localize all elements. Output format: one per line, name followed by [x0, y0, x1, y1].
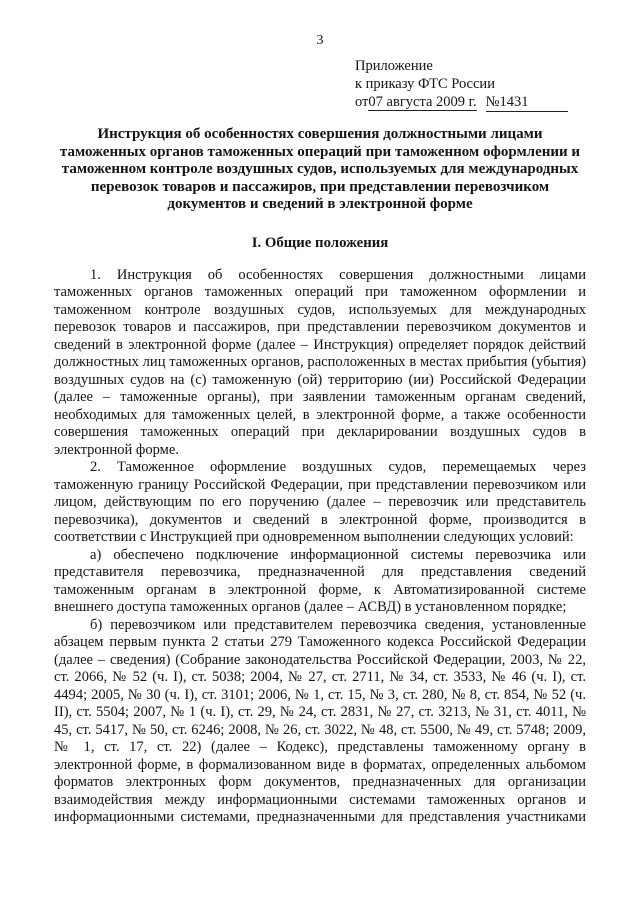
paragraph-2b: б) перевозчиком или представителем перевозчика сведения, установленные абзацем первым пункта 2 статьи 279 Таможенного кодекса Российской Федерации (далее – сведения) (Собрание законодательства Российской Федерации, 2003, № 22, ст. 2066, № 52 (ч. I), ст. 5038; 2004, № 27, ст. 2711, № 34, ст. 3533, № 46 (ч. I), ст. 4494; 2005, № 30 (ч. I), ст. 3101; 2006, № 1, ст. 15, № 3, ст. 280, № 8, ст. 854, № 52 (ч. II), ст. 5504; 2007, № 1 (ч. I), ст. 29, № 24, ст. 2831, № 27, ст. 3213, № 31, ст. 4011, № 45, ст. 5417, № 50, ст. 6246; 2008, № 26, ст. 3022, № 48, ст. 5500, № 49, ст. 5748; 2009, № 1, ст. 17, ст. 22) (далее – Кодекс), представлены таможенному органу в электронной форме, в формализованном виде в форматах, определенных альбомом форматов электронных форм документов, предназначенных для организации взаимодействия между информационными системами таможенных органов и информационными системами, предназначенными для представления участниками: [54, 616, 586, 825]
order-date-prefix: от: [355, 94, 369, 110]
annex-order-line: [355, 93, 640, 112]
section-heading-general-provisions: I. Общие положения: [251, 234, 389, 251]
order-number-value: 1431: [499, 94, 529, 110]
document-title: Инструкция об особенностях совершения должностными лицами таможенных органов таможенных операций при таможенном оформлении и таможенном контроле воздушных судов, используемых для международных перевозок товаров и пассажиров, при представлении перевозчиком документов и сведений в электронной форме: [59, 126, 581, 212]
order-date-value: 07 августа 2009 г.: [368, 94, 477, 110]
annex-line-2: к приказу ФТС России: [355, 76, 495, 92]
order-number-sign: №: [485, 94, 500, 110]
paragraph-2: 2. Таможенное оформление воздушных судов, перемещаемых через таможенную границу Российской Федерации, при представлении перевозчиком или лицом, действующим по его поручению (далее – перевозчик или представитель перевозчика), документов и сведений в электронной форме, производится в соответствии с Инструкцией при одновременном выполнении следующих условий:: [54, 459, 586, 545]
annex-line-1: Приложение: [355, 58, 433, 74]
order-number-group: [486, 93, 569, 112]
annex-header: [355, 57, 640, 112]
page-number: 3: [316, 33, 324, 48]
document-body: [54, 267, 586, 827]
paragraph-2a: а) обеспечено подключение информационной системы перевозчика или представителя перевозчика, предназначенной для представления сведений таможенным органам в электронной форме, к Автоматизированной системе внешнего доступа таможенных органов (далее – АСВД) в установленном порядке;: [54, 546, 586, 615]
paragraph-1: 1. Инструкция об особенностях совершения должностными лицами таможенных органов таможенных операций при таможенном оформлении и таможенном контроле воздушных судов, используемых для международных перевозок товаров и пассажиров, при представлении перевозчиком документов и сведений в электронной форме (далее – Инструкция) определяет порядок действий должностных лиц таможенных органов, расположенных в местах прибытия (убытия) воздушных судов на (с) таможенную (ой) территорию (ии) Российской Федерации (далее – таможенные органы), при заявлении таможенным органам сведений, необходимых для таможенных целей, в электронной форме, а также особенности совершения таможенных операций при декларировании воздушных судов в электронной форме.: [54, 266, 586, 458]
